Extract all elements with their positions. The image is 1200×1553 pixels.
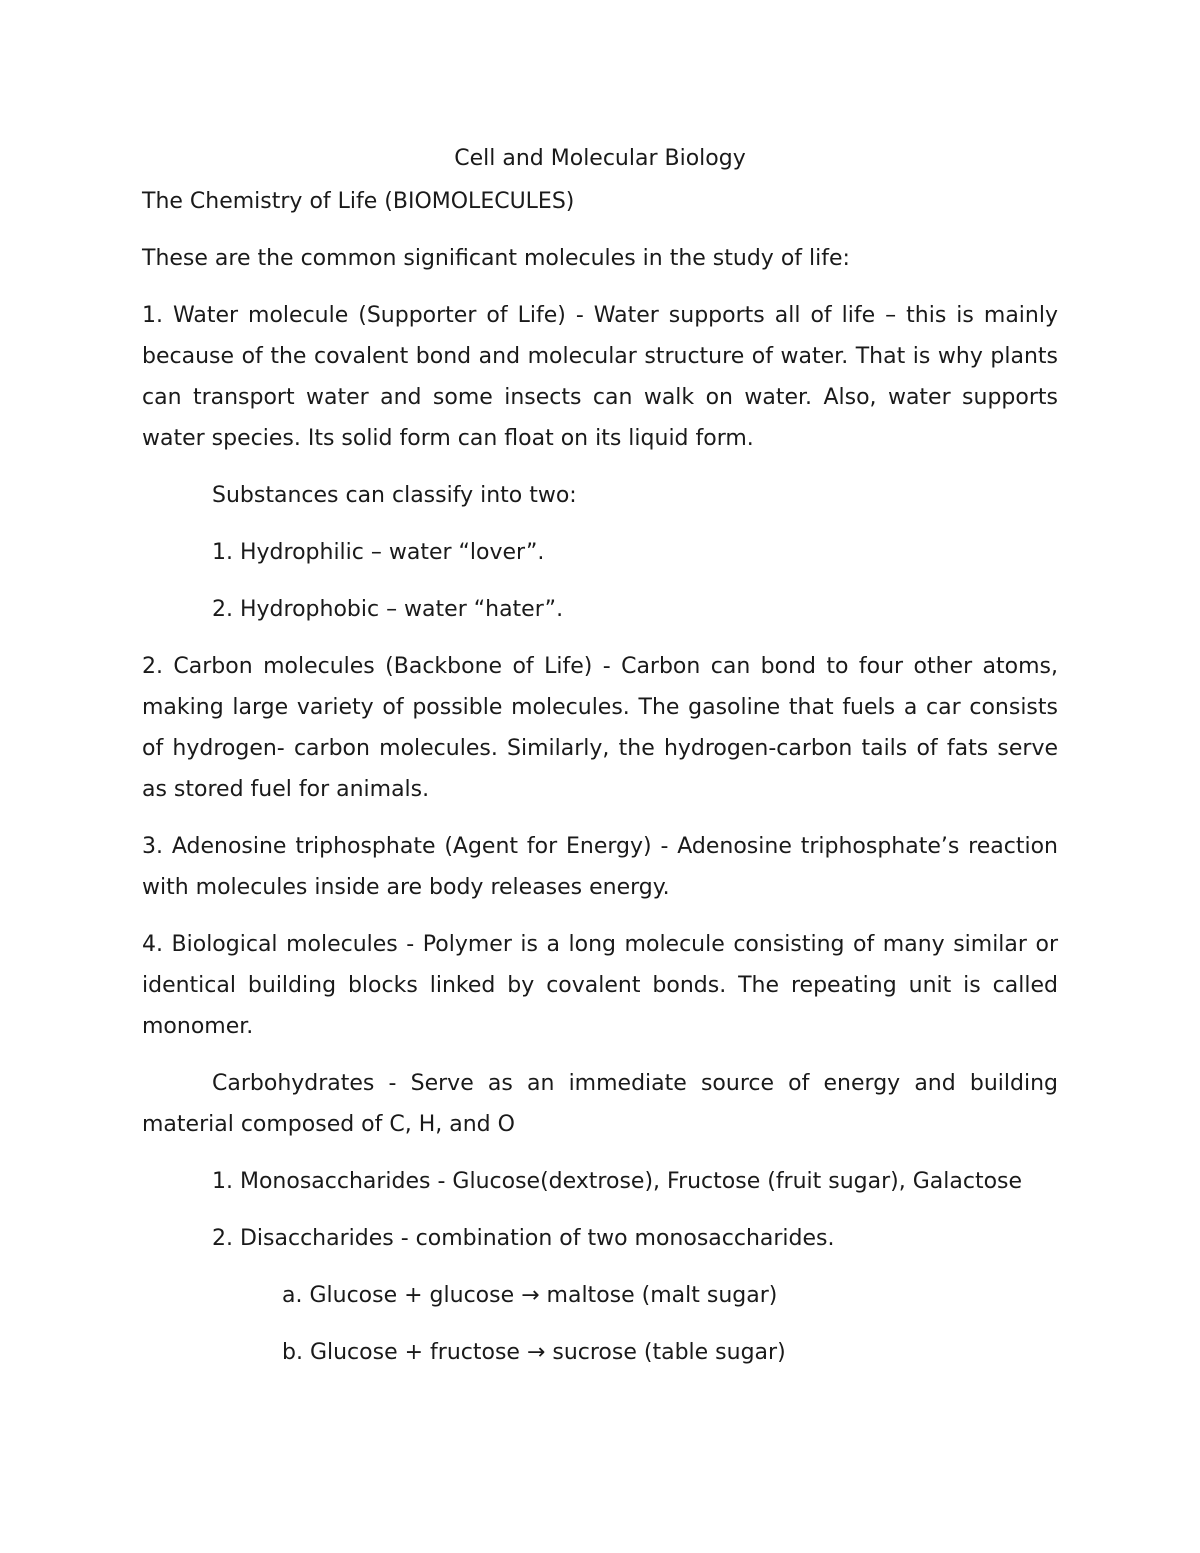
carbohydrates-paragraph: Carbohydrates - Serve as an immediate source of energy and building material composed of C, H, and O [142,1071,1058,1137]
document-title: Cell and Molecular Biology [454,146,746,171]
carb-disaccharides: 2. Disaccharides - combination of two monosaccharides. [212,1226,835,1251]
item-biological-molecules: 4. Biological molecules - Polymer is a long molecule consisting of many similar or identical building blocks linked by covalent bonds. The repeating unit is called monomer. [142,932,1058,1039]
carb-sucrose: b. Glucose + fructose → sucrose (table sugar) [282,1340,786,1365]
document-body [142,138,1058,1389]
document-subtitle: The Chemistry of Life (BIOMOLECULES) [142,189,575,214]
item-carbon-molecules: 2. Carbon molecules (Backbone of Life) - Carbon can bond to four other atoms, making large variety of possible molecules. The gasoline that fuels a car consists of hydrogen- carbon molecules. Similarly, the hydrogen-carbon tails of fats serve as stored fuel for animals. [142,654,1058,802]
item-atp: 3. Adenosine triphosphate (Agent for Energy) - Adenosine triphosphate’s reaction with molecules inside are body releases energy. [142,834,1058,900]
substances-heading: Substances can classify into two: [212,483,577,508]
item-water-molecule: 1. Water molecule (Supporter of Life) - Water supports all of life – this is mainly because of the covalent bond and molecular structure of water. That is why plants can transport water and some insects can walk on water. Also, water supports water species. Its solid form can float on its liquid form. [142,303,1058,451]
substance-hydrophobic: 2. Hydrophobic – water “hater”. [212,597,564,622]
substance-hydrophilic: 1. Hydrophilic – water “lover”. [212,540,545,565]
intro-paragraph: These are the common significant molecules in the study of life: [142,246,850,271]
carb-maltose: a. Glucose + glucose → maltose (malt sugar) [282,1283,778,1308]
carb-monosaccharides: 1. Monosaccharides - Glucose(dextrose), Fructose (fruit sugar), Galactose [212,1169,1023,1194]
